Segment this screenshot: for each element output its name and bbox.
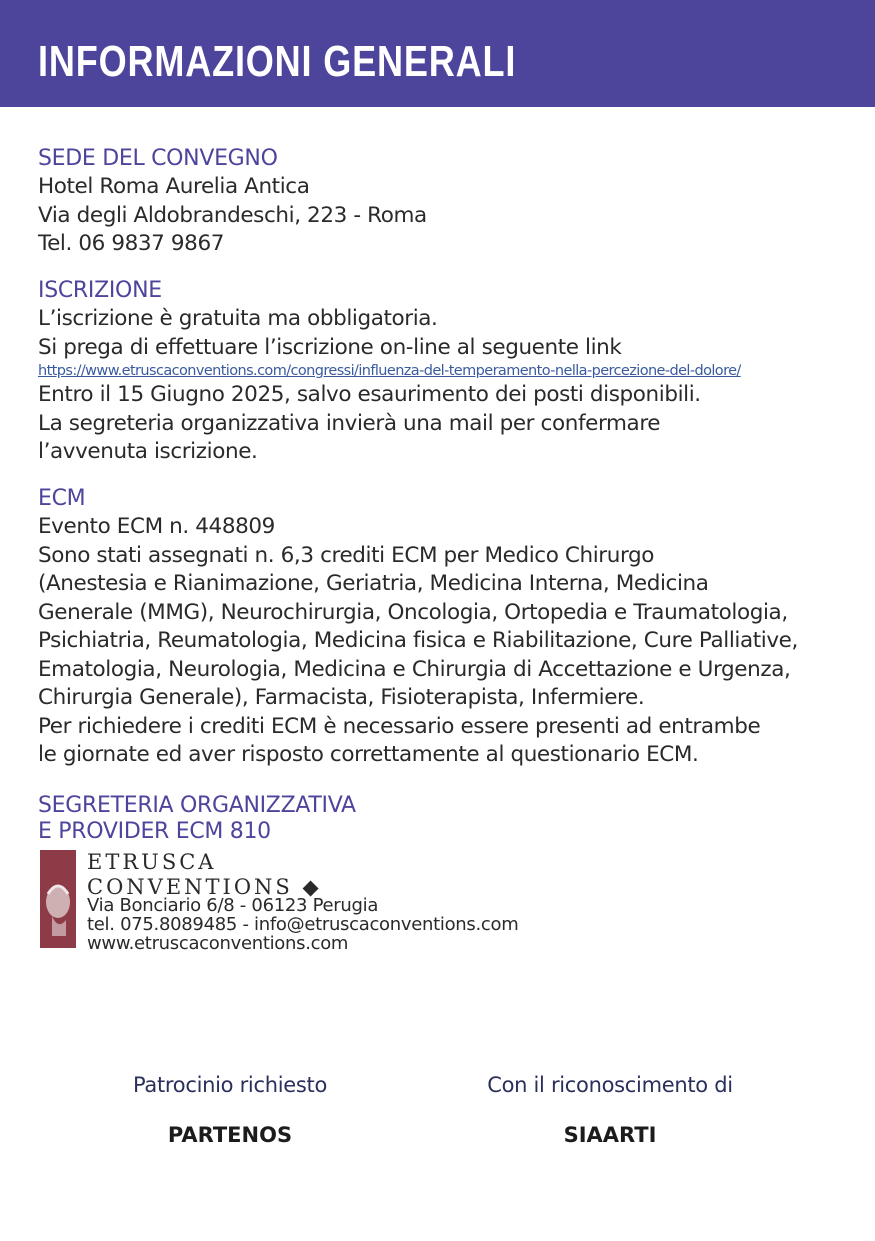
section-iscrizione (38, 277, 858, 467)
iscrizione-line: L’iscrizione è gratuita ma obbligatoria. (38, 306, 438, 331)
patrocinio-name: PARTENOS (167, 1123, 293, 1147)
iscrizione-title: ISCRIZIONE (38, 278, 162, 303)
provider-address: Via Bonciario 6/8 - 06123 Perugia (87, 895, 379, 916)
sede-address: Via degli Aldobrandeschi, 223 - Roma (38, 202, 427, 228)
statue-head-icon (40, 850, 76, 948)
footer-riconoscimento (460, 1070, 760, 1150)
page-title: INFORMAZIONI GENERALI (38, 37, 517, 86)
patrocinio-label: Patrocinio richiesto (133, 1073, 327, 1097)
iscrizione-line: La segreteria organizzativa invierà una mail per confermare (38, 410, 661, 436)
sede-title: SEDE DEL CONVEGNO (38, 146, 278, 171)
ecm-line: Chirurgia Generale), Farmacista, Fisioterapista, Infermiere. (38, 685, 645, 710)
provider-website: www.etruscaconventions.com (87, 933, 349, 954)
logo-line-conventions: CONVENTIONS ◆ (87, 875, 322, 899)
section-sede (38, 145, 858, 259)
ecm-line: (Anestesia e Rianimazione, Geriatria, Medicina Interna, Medicina (38, 571, 709, 596)
iscrizione-line: Entro il 15 Giugno 2025, salvo esaurimento dei posti disponibili. (38, 382, 701, 407)
ecm-line: Psichiatria, Reumatologia, Medicina fisica e Riabilitazione, Cure Palliative, (38, 628, 798, 653)
registration-link[interactable]: https://www.etruscaconventions.com/congressi/influenza-del-temperamento-nella-percezione-del-dolore/ (38, 363, 741, 379)
iscrizione-line: Si prega di effettuare l’iscrizione on-line al seguente link (38, 334, 622, 360)
ecm-line: le giornate ed aver risposto correttamente al questionario ECM. (38, 742, 699, 767)
ecm-line: Sono stati assegnati n. 6,3 crediti ECM per Medico Chirurgo (38, 542, 655, 568)
ecm-title: ECM (38, 486, 86, 511)
etrusca-logo-text (87, 850, 322, 900)
segreteria-title-line2: E PROVIDER ECM 810 (38, 819, 271, 844)
section-ecm (38, 485, 858, 770)
ecm-line: Generale (MMG), Neurochirurgia, Oncologia, Ortopedia e Traumatologia, (38, 599, 788, 625)
section-segreteria (38, 793, 858, 845)
riconoscimento-label: Con il riconoscimento di (487, 1073, 733, 1097)
ecm-line: Ematologia, Neurologia, Medicina e Chirurgia di Accettazione e Urgenza, (38, 656, 791, 682)
segreteria-title-line1: SEGRETERIA ORGANIZZATIVA (38, 793, 356, 818)
sede-venue: Hotel Roma Aurelia Antica (38, 174, 310, 199)
riconoscimento-name: SIAARTI (563, 1123, 657, 1147)
ecm-line: Evento ECM n. 448809 (38, 514, 275, 539)
logo-line-etrusca: ETRUSCA (87, 850, 217, 874)
ecm-line: Per richiedere i crediti ECM è necessario essere presenti ad entrambe (38, 713, 761, 739)
sede-phone: Tel. 06 9837 9867 (38, 231, 225, 256)
etrusca-logo-image (40, 850, 76, 948)
iscrizione-line: l’avvenuta iscrizione. (38, 439, 258, 464)
header-banner (0, 0, 875, 107)
provider-contacts: tel. 075.8089485 - info@etruscaconventions.com (87, 914, 519, 935)
footer-patrocinio (100, 1070, 360, 1150)
